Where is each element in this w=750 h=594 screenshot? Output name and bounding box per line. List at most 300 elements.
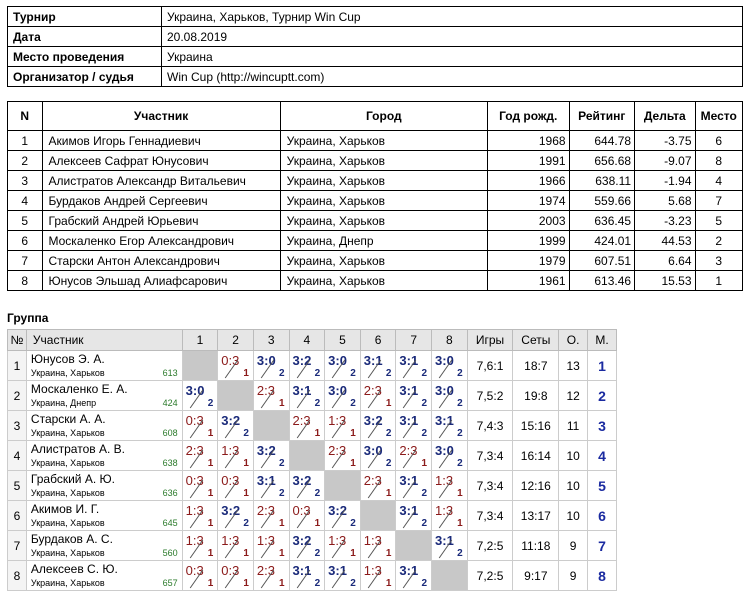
match-points: 2: [385, 458, 392, 469]
match-score: [218, 411, 254, 441]
match-score: [360, 381, 396, 411]
table-row: [8, 191, 743, 211]
tournament-info-table: [7, 6, 743, 87]
match-score: [253, 351, 289, 381]
participant-rating: 613: [162, 368, 178, 378]
match-points: 1: [350, 428, 356, 439]
table-cell: 3: [8, 171, 43, 191]
table-cell: 1961: [487, 271, 569, 291]
match-points: 1: [207, 578, 214, 589]
diagonal-cell: [360, 501, 396, 531]
group-row: [8, 441, 617, 471]
match-score: [325, 381, 361, 411]
table-cell: Грабский Андрей Юрьевич: [42, 211, 280, 231]
match-points: 1: [385, 398, 392, 409]
column-header: №: [8, 330, 27, 351]
match-points: 2: [421, 398, 428, 409]
participant-cell: [26, 381, 182, 411]
match-score: [289, 351, 325, 381]
match-score: [360, 441, 396, 471]
column-header: О.: [559, 330, 588, 351]
match-set-score: 2:3: [399, 443, 418, 458]
match-points: 2: [457, 458, 463, 469]
row-number: 1: [8, 351, 27, 381]
match-points: 1: [350, 458, 356, 469]
group-row: [8, 561, 617, 591]
sets-value: 18:7: [513, 351, 559, 381]
match-score: [360, 471, 396, 501]
match-score: [289, 471, 325, 501]
match-set-score: 0:3: [221, 353, 240, 368]
participant-city: Украина, Харьков: [30, 488, 105, 498]
match-score: [289, 411, 325, 441]
match-points: 2: [314, 488, 321, 499]
participant-rating: 636: [162, 488, 178, 498]
match-points: 2: [421, 518, 428, 529]
games-value: 7,3:4: [467, 471, 513, 501]
table-cell: Украина, Харьков: [280, 131, 487, 151]
match-set-score: 1:3: [435, 473, 454, 488]
info-value: Win Cup (http://wincuptt.com): [162, 67, 743, 87]
group-results-table: [7, 329, 617, 591]
group-row: [8, 471, 617, 501]
sets-value: 15:16: [513, 411, 559, 441]
match-points: 1: [350, 548, 356, 559]
match-points: 1: [457, 488, 463, 499]
match-score: [396, 441, 432, 471]
match-score: [182, 561, 218, 591]
match-points: 2: [350, 578, 356, 589]
group-row: [8, 351, 617, 381]
diagonal-cell: [432, 561, 468, 591]
match-set-score: 3:1: [292, 563, 312, 578]
group-row: [8, 501, 617, 531]
sets-value: 19:8: [513, 381, 559, 411]
table-cell: 2003: [487, 211, 569, 231]
table-cell: -3.23: [635, 211, 695, 231]
match-set-score: 3:0: [435, 353, 454, 368]
participant-rating: 560: [162, 548, 178, 558]
match-set-score: 2:3: [363, 383, 382, 398]
match-score: [396, 561, 432, 591]
group-title: Группа: [7, 311, 49, 325]
match-points: 2: [243, 518, 249, 529]
match-score: [182, 501, 218, 531]
participant-rating: 645: [162, 518, 178, 528]
match-points: 2: [314, 548, 321, 559]
table-cell: 15.53: [635, 271, 695, 291]
match-score: [218, 501, 254, 531]
table-cell: 1: [8, 131, 43, 151]
column-header: Город: [280, 102, 487, 131]
match-points: 2: [457, 428, 463, 439]
games-value: 7,3:4: [467, 501, 513, 531]
column-header: Рейтинг: [569, 102, 635, 131]
table-cell: 5: [8, 211, 43, 231]
place-value: 3: [588, 411, 617, 441]
match-set-score: 0:3: [221, 473, 240, 488]
match-points: 1: [243, 458, 249, 469]
match-score: [253, 441, 289, 471]
match-points: 2: [243, 428, 249, 439]
match-set-score: 3:1: [292, 383, 312, 398]
column-header: 4: [289, 330, 325, 351]
match-score: [360, 351, 396, 381]
match-set-score: 3:1: [399, 353, 419, 368]
table-cell: 1979: [487, 251, 569, 271]
participant-city: Украина, Харьков: [30, 428, 105, 438]
table-cell: -9.07: [635, 151, 695, 171]
table-cell: Украина, Харьков: [280, 211, 487, 231]
participant-name: Акимов И. Г.: [30, 502, 100, 516]
participant-name: Москаленко Е. А.: [30, 382, 128, 396]
participant-city: Украина, Харьков: [30, 458, 105, 468]
table-cell: Украина, Харьков: [280, 251, 487, 271]
match-set-score: 1:3: [328, 413, 347, 428]
match-points: 1: [207, 488, 214, 499]
table-cell: 7: [695, 191, 743, 211]
table-cell: 8: [695, 151, 743, 171]
participant-cell: [26, 471, 182, 501]
participant-cell: [26, 501, 182, 531]
table-cell: Украина, Днепр: [280, 231, 487, 251]
match-score: [289, 531, 325, 561]
match-set-score: 1:3: [221, 533, 240, 548]
participant-cell: [26, 411, 182, 441]
place-value: 5: [588, 471, 617, 501]
info-value: 20.08.2019: [162, 27, 743, 47]
table-cell: 1966: [487, 171, 569, 191]
points-value: 12: [559, 381, 588, 411]
match-set-score: 2:3: [328, 443, 347, 458]
match-set-score: 3:1: [399, 563, 419, 578]
match-set-score: 3:0: [256, 353, 276, 368]
match-set-score: 2:3: [185, 443, 204, 458]
table-cell: 3: [695, 251, 743, 271]
table-cell: 613.46: [569, 271, 635, 291]
participant-name: Юнусов Э. А.: [30, 352, 105, 366]
participant-cell: [26, 531, 182, 561]
match-set-score: 2:3: [256, 503, 275, 518]
diagonal-cell: [182, 351, 218, 381]
match-points: 2: [457, 548, 463, 559]
match-set-score: 0:3: [221, 563, 240, 578]
match-points: 2: [314, 368, 321, 379]
match-score: [396, 411, 432, 441]
match-score: [396, 471, 432, 501]
match-score: [218, 441, 254, 471]
table-cell: Москаленко Егор Александрович: [42, 231, 280, 251]
match-points: 2: [421, 428, 428, 439]
match-set-score: 3:1: [256, 473, 276, 488]
match-set-score: 3:0: [363, 443, 383, 458]
match-points: 2: [421, 578, 428, 589]
match-points: 2: [421, 368, 428, 379]
match-set-score: 3:1: [328, 563, 347, 578]
diagonal-cell: [289, 441, 325, 471]
sets-value: 11:18: [513, 531, 559, 561]
info-row: [8, 7, 743, 27]
participant-cell: [26, 351, 182, 381]
match-points: 2: [385, 368, 392, 379]
table-cell: 656.68: [569, 151, 635, 171]
match-points: 1: [243, 548, 249, 559]
column-header: N: [8, 102, 43, 131]
match-score: [182, 381, 218, 411]
table-cell: Юнусов Эльшад Алиафсарович: [42, 271, 280, 291]
column-header: Дельта: [635, 102, 695, 131]
match-score: [432, 381, 468, 411]
match-points: 2: [350, 398, 356, 409]
participant-city: Украина, Харьков: [30, 548, 105, 558]
match-score: [360, 531, 396, 561]
match-points: 1: [207, 428, 214, 439]
match-set-score: 0:3: [185, 473, 204, 488]
match-set-score: 3:2: [363, 413, 383, 428]
table-cell: Акимов Игорь Геннадиевич: [42, 131, 280, 151]
column-header: Участник: [26, 330, 182, 351]
table-cell: Украина, Харьков: [280, 151, 487, 171]
points-value: 10: [559, 471, 588, 501]
table-cell: 638.11: [569, 171, 635, 191]
match-set-score: 3:1: [399, 473, 419, 488]
participant-name: Старски А. А.: [30, 412, 106, 426]
match-set-score: 0:3: [185, 413, 204, 428]
table-cell: 636.45: [569, 211, 635, 231]
match-score: [182, 471, 218, 501]
match-score: [432, 531, 468, 561]
participant-cell: [26, 441, 182, 471]
diagonal-cell: [396, 531, 432, 561]
match-set-score: 1:3: [435, 503, 454, 518]
table-cell: 5: [695, 211, 743, 231]
table-row: [8, 171, 743, 191]
match-set-score: 2:3: [292, 413, 311, 428]
match-set-score: 1:3: [363, 563, 382, 578]
column-header: Год рожд.: [487, 102, 569, 131]
match-points: 2: [278, 458, 285, 469]
column-header: Сеты: [513, 330, 559, 351]
match-set-score: 2:3: [363, 473, 382, 488]
participant-name: Алистратов А. В.: [30, 442, 125, 456]
participant-cell: [26, 561, 182, 591]
match-set-score: 3:1: [435, 413, 454, 428]
info-key: Место проведения: [8, 47, 162, 67]
table-row: [8, 251, 743, 271]
match-score: [432, 441, 468, 471]
match-score: [360, 411, 396, 441]
table-cell: Украина, Харьков: [280, 191, 487, 211]
table-cell: 2: [695, 231, 743, 251]
participant-rating: 638: [162, 458, 178, 468]
match-set-score: 1:3: [363, 533, 382, 548]
table-cell: 7: [8, 251, 43, 271]
column-header: 6: [360, 330, 396, 351]
column-header: 3: [253, 330, 289, 351]
match-points: 2: [385, 428, 392, 439]
table-row: [8, 131, 743, 151]
match-score: [289, 381, 325, 411]
match-points: 1: [207, 518, 214, 529]
row-number: 8: [8, 561, 27, 591]
column-header: Игры: [467, 330, 513, 351]
participants-table: [7, 101, 743, 291]
match-points: 1: [278, 578, 285, 589]
info-row: [8, 27, 743, 47]
column-header: Место: [695, 102, 743, 131]
match-set-score: 3:1: [363, 353, 383, 368]
match-points: 1: [314, 518, 321, 529]
match-set-score: 3:2: [292, 353, 312, 368]
row-number: 7: [8, 531, 27, 561]
match-set-score: 1:3: [185, 533, 204, 548]
table-cell: 6: [695, 131, 743, 151]
match-score: [182, 441, 218, 471]
match-points: 2: [457, 398, 463, 409]
match-set-score: 3:0: [435, 443, 454, 458]
group-row: [8, 381, 617, 411]
row-number: 3: [8, 411, 27, 441]
place-value: 2: [588, 381, 617, 411]
table-row: [8, 151, 743, 171]
points-value: 10: [559, 501, 588, 531]
table-cell: Старски Антон Александрович: [42, 251, 280, 271]
table-cell: -1.94: [635, 171, 695, 191]
games-value: 7,2:5: [467, 531, 513, 561]
match-points: 2: [314, 398, 321, 409]
match-points: 2: [457, 368, 463, 379]
match-set-score: 3:2: [328, 503, 347, 518]
match-points: 1: [385, 488, 392, 499]
table-cell: -3.75: [635, 131, 695, 151]
match-points: 1: [278, 398, 285, 409]
points-value: 10: [559, 441, 588, 471]
table-cell: Алексеев Сафрат Юнусович: [42, 151, 280, 171]
match-score: [325, 501, 361, 531]
table-cell: 1968: [487, 131, 569, 151]
match-score: [218, 471, 254, 501]
match-score: [325, 561, 361, 591]
match-points: 1: [385, 548, 392, 559]
participant-city: Украина, Днепр: [30, 398, 97, 408]
info-key: Турнир: [8, 7, 162, 27]
sets-value: 9:17: [513, 561, 559, 591]
participant-rating: 657: [162, 578, 178, 588]
table-cell: 1: [695, 271, 743, 291]
match-points: 1: [385, 578, 392, 589]
match-set-score: 3:1: [399, 413, 419, 428]
table-cell: 424.01: [569, 231, 635, 251]
table-row: [8, 211, 743, 231]
match-score: [325, 441, 361, 471]
match-set-score: 1:3: [185, 503, 204, 518]
match-score: [325, 351, 361, 381]
table-row: [8, 231, 743, 251]
match-points: 1: [278, 548, 285, 559]
match-score: [360, 561, 396, 591]
info-key: Организатор / судья: [8, 67, 162, 87]
match-points: 1: [421, 458, 428, 469]
match-score: [253, 471, 289, 501]
match-set-score: 3:0: [328, 383, 347, 398]
participants-header: [8, 102, 743, 131]
match-score: [432, 351, 468, 381]
match-score: [432, 501, 468, 531]
diagonal-cell: [218, 381, 254, 411]
row-number: 6: [8, 501, 27, 531]
match-score: [218, 351, 254, 381]
participant-city: Украина, Харьков: [30, 518, 105, 528]
column-header: М.: [588, 330, 617, 351]
match-score: [396, 351, 432, 381]
row-number: 2: [8, 381, 27, 411]
points-value: 13: [559, 351, 588, 381]
match-points: 1: [243, 488, 249, 499]
sets-value: 16:14: [513, 441, 559, 471]
table-row: [8, 271, 743, 291]
column-header: 5: [325, 330, 361, 351]
match-set-score: 3:2: [221, 503, 241, 518]
match-score: [253, 561, 289, 591]
info-key: Дата: [8, 27, 162, 47]
table-cell: 1974: [487, 191, 569, 211]
group-row: [8, 411, 617, 441]
participant-city: Украина, Харьков: [30, 578, 105, 588]
match-set-score: 3:2: [221, 413, 241, 428]
match-set-score: 3:1: [435, 533, 454, 548]
match-set-score: 1:3: [221, 443, 240, 458]
match-points: 1: [243, 578, 249, 589]
match-score: [182, 411, 218, 441]
match-score: [289, 501, 325, 531]
match-set-score: 3:1: [399, 383, 419, 398]
sets-value: 12:16: [513, 471, 559, 501]
row-number: 5: [8, 471, 27, 501]
participant-name: Грабский А. Ю.: [30, 472, 115, 486]
match-score: [396, 381, 432, 411]
games-value: 7,5:2: [467, 381, 513, 411]
table-cell: 6.64: [635, 251, 695, 271]
column-header: 7: [396, 330, 432, 351]
place-value: 7: [588, 531, 617, 561]
table-cell: Украина, Харьков: [280, 171, 487, 191]
group-row: [8, 531, 617, 561]
table-cell: 1991: [487, 151, 569, 171]
match-score: [218, 561, 254, 591]
table-cell: 2: [8, 151, 43, 171]
match-points: 2: [278, 368, 285, 379]
match-points: 1: [207, 548, 214, 559]
place-value: 1: [588, 351, 617, 381]
match-score: [182, 531, 218, 561]
participant-city: Украина, Харьков: [30, 368, 105, 378]
games-value: 7,2:5: [467, 561, 513, 591]
match-set-score: 2:3: [256, 563, 275, 578]
diagonal-cell: [253, 411, 289, 441]
table-cell: 1999: [487, 231, 569, 251]
table-cell: 4: [695, 171, 743, 191]
table-cell: Украина, Харьков: [280, 271, 487, 291]
games-value: 7,4:3: [467, 411, 513, 441]
match-points: 2: [314, 578, 321, 589]
match-score: [253, 531, 289, 561]
column-header: Участник: [42, 102, 280, 131]
match-points: 1: [278, 518, 285, 529]
match-score: [218, 531, 254, 561]
games-value: 7,3:4: [467, 441, 513, 471]
match-set-score: 3:0: [185, 383, 205, 398]
table-cell: 4: [8, 191, 43, 211]
